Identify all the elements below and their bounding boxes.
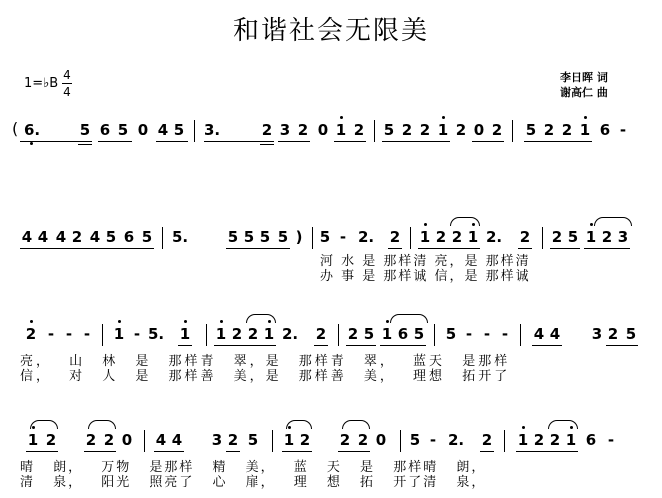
note: 1 [263, 325, 275, 343]
time-signature [62, 68, 72, 99]
note: 5 [105, 228, 117, 246]
note: 5 [173, 121, 185, 139]
note: 2 [231, 325, 243, 343]
note: 2 [561, 121, 573, 139]
note: 2 [357, 431, 369, 449]
lyrics-line-2-verse-1: 河 水 是 那样清 亮，是 那样清 [320, 254, 531, 269]
note: 5 [141, 228, 153, 246]
note: 1 [579, 121, 591, 139]
note: 2 [601, 228, 613, 246]
note: 0 [317, 121, 329, 139]
note: 5 [409, 431, 421, 449]
barline [206, 324, 207, 346]
music-line-4 [20, 430, 640, 450]
note: 2 [85, 431, 97, 449]
note: 2 [25, 325, 37, 343]
note: 1 [517, 431, 529, 449]
note: 2. [486, 228, 503, 246]
note: 2 [451, 228, 463, 246]
note: 5 [625, 325, 637, 343]
note: 2 [347, 325, 359, 343]
credits [560, 70, 608, 100]
note: 2 [261, 121, 273, 139]
note: - [133, 325, 141, 343]
note: 5 [243, 228, 255, 246]
note: 2 [455, 121, 467, 139]
note: 2 [103, 431, 115, 449]
note: 2 [549, 431, 561, 449]
lyrics-line-3-verse-2: 信， 对 人 是 那样善 美，是 那样善 美， 理想 拓开了 [20, 369, 511, 384]
note: 3 [617, 228, 629, 246]
lyrics-line-2-verse-2: 办 事 是 那样诚 信，是 那样诚 [320, 269, 531, 284]
note: ) [295, 228, 303, 246]
note: 5 [445, 325, 457, 343]
composer-credit: 谢高仁 曲 [560, 86, 608, 99]
note: 5 [383, 121, 395, 139]
note: - [429, 431, 437, 449]
note: 5 [227, 228, 239, 246]
note: 1 [437, 121, 449, 139]
note: 2 [227, 431, 239, 449]
note: 1 [215, 325, 227, 343]
note: 1 [565, 431, 577, 449]
key-signature: 1=♭B [24, 76, 59, 91]
note: 4 [549, 325, 561, 343]
lyrics-line-4-verse-1: 晴 朗， 万物 是那样 精 美， 蓝 天 是 那样晴 朗， [20, 460, 487, 475]
barline [162, 227, 163, 249]
note: 6 [397, 325, 409, 343]
note: - [483, 325, 491, 343]
barline [272, 430, 273, 452]
note: 2. [448, 431, 465, 449]
note: - [65, 325, 73, 343]
open-paren: ( [12, 119, 19, 138]
song-title: 和谐社会无限美 [232, 16, 429, 46]
barline [410, 227, 411, 249]
note: 6 [599, 121, 611, 139]
barline [542, 227, 543, 249]
note: 0 [473, 121, 485, 139]
time-top: 4 [63, 68, 71, 82]
note: 5 [319, 228, 331, 246]
note: - [83, 325, 91, 343]
barline [312, 227, 313, 249]
note: - [501, 325, 509, 343]
note: 1 [419, 228, 431, 246]
note: 5 [259, 228, 271, 246]
note: 1 [179, 325, 191, 343]
barline [144, 430, 145, 452]
note: 5 [525, 121, 537, 139]
note: - [47, 325, 55, 343]
note: 2 [491, 121, 503, 139]
note: 2. [358, 228, 375, 246]
note: 4 [21, 228, 33, 246]
barline [374, 120, 375, 142]
note: 2. [282, 325, 299, 343]
barline [338, 324, 339, 346]
note: 2 [71, 228, 83, 246]
note: 3. [204, 121, 221, 139]
note: 2 [297, 121, 309, 139]
note: - [465, 325, 473, 343]
barline [520, 324, 521, 346]
music-line-3 [20, 324, 640, 344]
note: 0 [375, 431, 387, 449]
note: 1 [585, 228, 597, 246]
note: 1 [113, 325, 125, 343]
note: 2 [543, 121, 555, 139]
note: 5 [277, 228, 289, 246]
note: 5 [247, 431, 259, 449]
lyrics-line-3-verse-1: 亮， 山 林 是 那样青 翠，是 那样青 翠， 蓝天 是那样 [20, 354, 511, 369]
note: 2 [299, 431, 311, 449]
note: 2 [339, 431, 351, 449]
note: 4 [89, 228, 101, 246]
barline [504, 430, 505, 452]
note: 5 [79, 121, 91, 139]
note: 6 [99, 121, 111, 139]
note: 6. [24, 121, 41, 139]
note: 5 [117, 121, 129, 139]
note: 0 [121, 431, 133, 449]
note: 2 [401, 121, 413, 139]
note: 4 [155, 431, 167, 449]
note: 2 [315, 325, 327, 343]
note: 4 [171, 431, 183, 449]
note: 0 [137, 121, 149, 139]
barline [102, 324, 103, 346]
music-line-1 [12, 119, 640, 140]
note: 2 [45, 431, 57, 449]
note: 2 [353, 121, 365, 139]
note: 2 [551, 228, 563, 246]
note: 5 [567, 228, 579, 246]
lyrics-line-4-verse-2: 清 泉， 阳光 照亮了 心 扉， 理 想 拓 开了清 泉， [20, 475, 487, 490]
note: 2 [519, 228, 531, 246]
barline [194, 120, 195, 142]
lyricist-credit: 李日晖 词 [560, 71, 608, 84]
note: 2 [481, 431, 493, 449]
music-line-2 [20, 227, 640, 247]
note: 1 [27, 431, 39, 449]
note: 6 [585, 431, 597, 449]
note: 5. [172, 228, 189, 246]
note: 2 [419, 121, 431, 139]
barline [400, 430, 401, 452]
note: 4 [533, 325, 545, 343]
note: 2 [435, 228, 447, 246]
note: 5 [363, 325, 375, 343]
note: 4 [157, 121, 169, 139]
note: - [339, 228, 347, 246]
note: 1 [283, 431, 295, 449]
note: 1 [467, 228, 479, 246]
note: 1 [335, 121, 347, 139]
barline [434, 324, 435, 346]
note: 4 [37, 228, 49, 246]
note: 3 [279, 121, 291, 139]
note: 2 [533, 431, 545, 449]
note: 5 [413, 325, 425, 343]
note: 5. [148, 325, 165, 343]
note: 2 [389, 228, 401, 246]
time-bottom: 4 [63, 85, 71, 99]
barline [512, 120, 513, 142]
note: 1 [381, 325, 393, 343]
note: 4 [55, 228, 67, 246]
note: 3 [211, 431, 223, 449]
note: 2 [247, 325, 259, 343]
note: 2 [607, 325, 619, 343]
note: 3 [591, 325, 603, 343]
note: - [619, 121, 627, 139]
note: 6 [123, 228, 135, 246]
note: - [607, 431, 615, 449]
